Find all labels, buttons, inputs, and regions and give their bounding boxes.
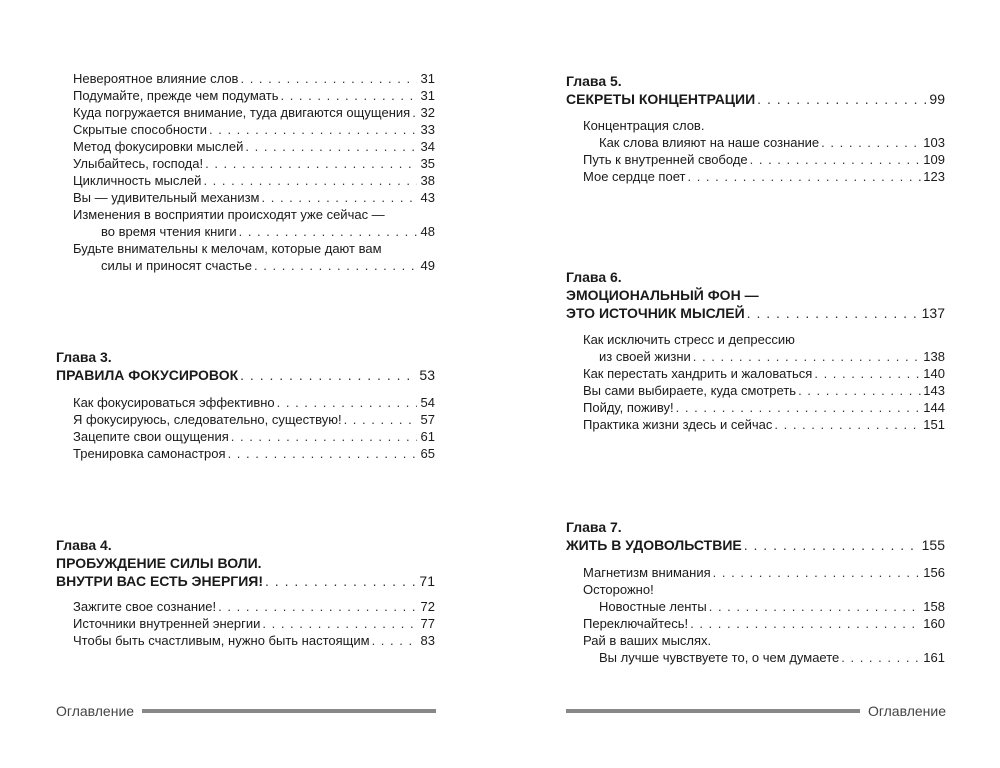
page-number: 61 bbox=[420, 429, 435, 444]
dot-leader bbox=[228, 445, 417, 462]
entry-title: Улыбайтесь, господа! bbox=[73, 156, 204, 171]
page-number: 32 bbox=[420, 105, 435, 120]
dot-leader bbox=[218, 598, 417, 615]
page-number: 151 bbox=[923, 417, 945, 432]
toc-entry[interactable] bbox=[583, 117, 945, 151]
entry-title: Магнетизм внимания bbox=[583, 565, 711, 580]
chapter-heading[interactable] bbox=[566, 268, 945, 322]
chapter-title: ЖИТЬ В УДОВОЛЬСТВИЕ bbox=[566, 537, 742, 553]
page-number: 31 bbox=[420, 71, 435, 86]
entry-title: Куда погружается внимание, туда двигаются ощущения bbox=[73, 105, 411, 120]
entry-title: Зацепите свои ощущения bbox=[73, 429, 229, 444]
entry-title: Изменения в восприятии происходят уже сейчас — bbox=[73, 207, 385, 222]
toc-entry[interactable] bbox=[583, 168, 945, 185]
dot-leader bbox=[676, 399, 922, 416]
chapter-title: ВНУТРИ ВАС ЕСТЬ ЭНЕРГИЯ! bbox=[56, 573, 264, 589]
page-number: 71 bbox=[419, 573, 435, 589]
chapter-heading[interactable] bbox=[566, 72, 945, 108]
entry-title: Метод фокусировки мыслей bbox=[73, 139, 244, 154]
page-number: 53 bbox=[419, 367, 435, 383]
toc-entry[interactable] bbox=[73, 189, 435, 206]
toc-entry[interactable] bbox=[583, 365, 945, 382]
dot-leader bbox=[231, 428, 417, 445]
footer-rule bbox=[142, 709, 436, 713]
chapter-number: Глава 5. bbox=[566, 73, 622, 89]
dot-leader bbox=[240, 70, 417, 87]
dot-leader bbox=[798, 382, 921, 399]
toc-entry[interactable] bbox=[73, 70, 435, 87]
toc-entry[interactable] bbox=[73, 121, 435, 138]
dot-leader bbox=[821, 134, 921, 151]
toc-entry[interactable] bbox=[583, 416, 945, 433]
page-footer bbox=[56, 703, 436, 719]
page-number: 77 bbox=[420, 616, 435, 631]
entry-title: Мое сердце поет bbox=[583, 169, 686, 184]
entry-title: из своей жизни bbox=[599, 349, 691, 364]
chapter-title-line: ЭМОЦИОНАЛЬНЫЙ ФОН — bbox=[566, 287, 759, 303]
entry-title: Вы лучше чувствуете то, о чем думаете bbox=[599, 650, 840, 665]
dot-leader bbox=[757, 90, 927, 108]
chapter-number: Глава 3. bbox=[56, 349, 112, 365]
entry-title: Чтобы быть счастливым, нужно быть настоящим bbox=[73, 633, 370, 648]
dot-leader bbox=[277, 394, 417, 411]
page-number: 43 bbox=[420, 190, 435, 205]
dot-leader bbox=[205, 155, 417, 172]
page-number: 38 bbox=[420, 173, 435, 188]
dot-leader bbox=[209, 121, 417, 138]
footer-label: Оглавление bbox=[56, 703, 135, 719]
dot-leader bbox=[713, 564, 922, 581]
dot-leader bbox=[747, 304, 920, 322]
page-number: 54 bbox=[420, 395, 435, 410]
chapter-heading[interactable] bbox=[56, 536, 435, 590]
toc-entry[interactable] bbox=[73, 428, 435, 445]
page-number: 49 bbox=[420, 258, 435, 273]
dot-leader bbox=[693, 348, 922, 365]
entry-title: Как слова влияют на наше сознание bbox=[599, 135, 820, 150]
page-number: 155 bbox=[921, 537, 945, 553]
entry-title: Я фокусируюсь, следовательно, существую! bbox=[73, 412, 342, 427]
entry-title: Подумайте, прежде чем подумать bbox=[73, 88, 279, 103]
entry-title: Новостные ленты bbox=[599, 599, 707, 614]
dot-leader bbox=[240, 366, 417, 384]
page-number: 123 bbox=[923, 169, 945, 184]
toc-entry[interactable] bbox=[583, 382, 945, 399]
toc-entry[interactable] bbox=[73, 411, 435, 428]
toc-entry[interactable] bbox=[73, 138, 435, 155]
entry-title: Скрытые способности bbox=[73, 122, 208, 137]
footer-rule bbox=[566, 709, 860, 713]
dot-leader bbox=[412, 104, 417, 121]
entry-title: силы и приносят счастье bbox=[101, 258, 253, 273]
right-page bbox=[500, 0, 1000, 768]
toc-entry[interactable] bbox=[73, 206, 435, 240]
chapter-title: ЭТО ИСТОЧНИК МЫСЛЕЙ bbox=[566, 305, 745, 321]
page-number: 83 bbox=[420, 633, 435, 648]
toc-entry[interactable] bbox=[583, 151, 945, 168]
dot-leader bbox=[203, 172, 417, 189]
dot-leader bbox=[254, 257, 417, 274]
entry-title: Источники внутренней энергии bbox=[73, 616, 261, 631]
footer-label: Оглавление bbox=[867, 703, 946, 719]
toc-entry[interactable] bbox=[73, 155, 435, 172]
toc-entry[interactable] bbox=[73, 632, 435, 649]
toc-entry[interactable] bbox=[73, 394, 435, 411]
page-number: 158 bbox=[923, 599, 945, 614]
page-number: 31 bbox=[420, 88, 435, 103]
page-number: 35 bbox=[420, 156, 435, 171]
dot-leader bbox=[262, 189, 418, 206]
toc-entry[interactable] bbox=[73, 87, 435, 104]
toc-entry[interactable] bbox=[583, 615, 945, 632]
entry-title: Концентрация слов. bbox=[583, 118, 705, 133]
toc-entry[interactable] bbox=[73, 172, 435, 189]
page-number: 103 bbox=[923, 135, 945, 150]
chapter-number: Глава 4. bbox=[56, 537, 112, 553]
entry-title: Невероятное влияние слов bbox=[73, 71, 239, 86]
page-number: 143 bbox=[923, 383, 945, 398]
dot-leader bbox=[262, 615, 417, 632]
page-number: 33 bbox=[420, 122, 435, 137]
entry-title: Путь к внутренней свободе bbox=[583, 152, 748, 167]
chapter-title-line: ПРОБУЖДЕНИЕ СИЛЫ ВОЛИ. bbox=[56, 555, 262, 571]
toc-entry[interactable] bbox=[583, 399, 945, 416]
entry-title: Вы — удивительный механизм bbox=[73, 190, 260, 205]
page-number: 109 bbox=[923, 152, 945, 167]
entry-title: Переключайтесь! bbox=[583, 616, 689, 631]
dot-leader bbox=[774, 416, 921, 433]
entry-title: Вы сами выбираете, куда смотреть bbox=[583, 383, 797, 398]
page-number: 99 bbox=[929, 91, 945, 107]
page-number: 140 bbox=[923, 366, 945, 381]
entry-title: Тренировка самонастроя bbox=[73, 446, 226, 461]
toc-entry[interactable] bbox=[73, 104, 435, 121]
toc-entry[interactable] bbox=[73, 445, 435, 462]
entry-title: Будьте внимательны к мелочам, которые дают вам bbox=[73, 241, 382, 256]
page-number: 160 bbox=[923, 616, 945, 631]
dot-leader bbox=[709, 598, 922, 615]
entry-title: Цикличность мыслей bbox=[73, 173, 202, 188]
dot-leader bbox=[841, 649, 921, 666]
dot-leader bbox=[814, 365, 921, 382]
dot-leader bbox=[372, 632, 417, 649]
chapter-heading[interactable] bbox=[566, 518, 945, 554]
chapter-number: Глава 7. bbox=[566, 519, 622, 535]
page-number: 72 bbox=[420, 599, 435, 614]
toc-entry[interactable] bbox=[73, 598, 435, 615]
dot-leader bbox=[245, 138, 417, 155]
entry-title: Пойду, поживу! bbox=[583, 400, 674, 415]
chapter-number: Глава 6. bbox=[566, 269, 622, 285]
toc-entry[interactable] bbox=[583, 564, 945, 581]
dot-leader bbox=[239, 223, 417, 240]
page-footer bbox=[566, 703, 946, 719]
page-number: 156 bbox=[923, 565, 945, 580]
page-number: 138 bbox=[923, 349, 945, 364]
entry-title: Как фокусироваться эффективно bbox=[73, 395, 275, 410]
chapter-heading[interactable] bbox=[56, 348, 435, 384]
page-number: 65 bbox=[420, 446, 435, 461]
entry-title: Зажгите свое сознание! bbox=[73, 599, 217, 614]
dot-leader bbox=[265, 572, 417, 590]
entry-title: Как исключить стресс и депрессию bbox=[583, 332, 795, 347]
page-number: 137 bbox=[921, 305, 945, 321]
dot-leader bbox=[344, 411, 417, 428]
dot-leader bbox=[687, 168, 921, 185]
entry-title: Как перестать хандрить и жаловаться bbox=[583, 366, 813, 381]
entry-title: во время чтения книги bbox=[101, 224, 237, 239]
page-number: 144 bbox=[923, 400, 945, 415]
dot-leader bbox=[280, 87, 417, 104]
page-number: 34 bbox=[420, 139, 435, 154]
entry-title: Практика жизни здесь и сейчас bbox=[583, 417, 773, 432]
page-number: 57 bbox=[420, 412, 435, 427]
page-number: 161 bbox=[923, 650, 945, 665]
entry-title: Рай в ваших мыслях. bbox=[583, 633, 712, 648]
toc-entry[interactable] bbox=[583, 581, 945, 615]
toc-entry[interactable] bbox=[583, 632, 945, 666]
toc-entry[interactable] bbox=[73, 615, 435, 632]
toc-entry[interactable] bbox=[583, 331, 945, 365]
chapter-title: СЕКРЕТЫ КОНЦЕНТРАЦИИ bbox=[566, 91, 756, 107]
dot-leader bbox=[744, 536, 920, 554]
toc-entry[interactable] bbox=[73, 240, 435, 274]
dot-leader bbox=[750, 151, 922, 168]
dot-leader bbox=[690, 615, 921, 632]
page-number: 48 bbox=[420, 224, 435, 239]
chapter-title: ПРАВИЛА ФОКУСИРОВОК bbox=[56, 367, 239, 383]
entry-title: Осторожно! bbox=[583, 582, 654, 597]
